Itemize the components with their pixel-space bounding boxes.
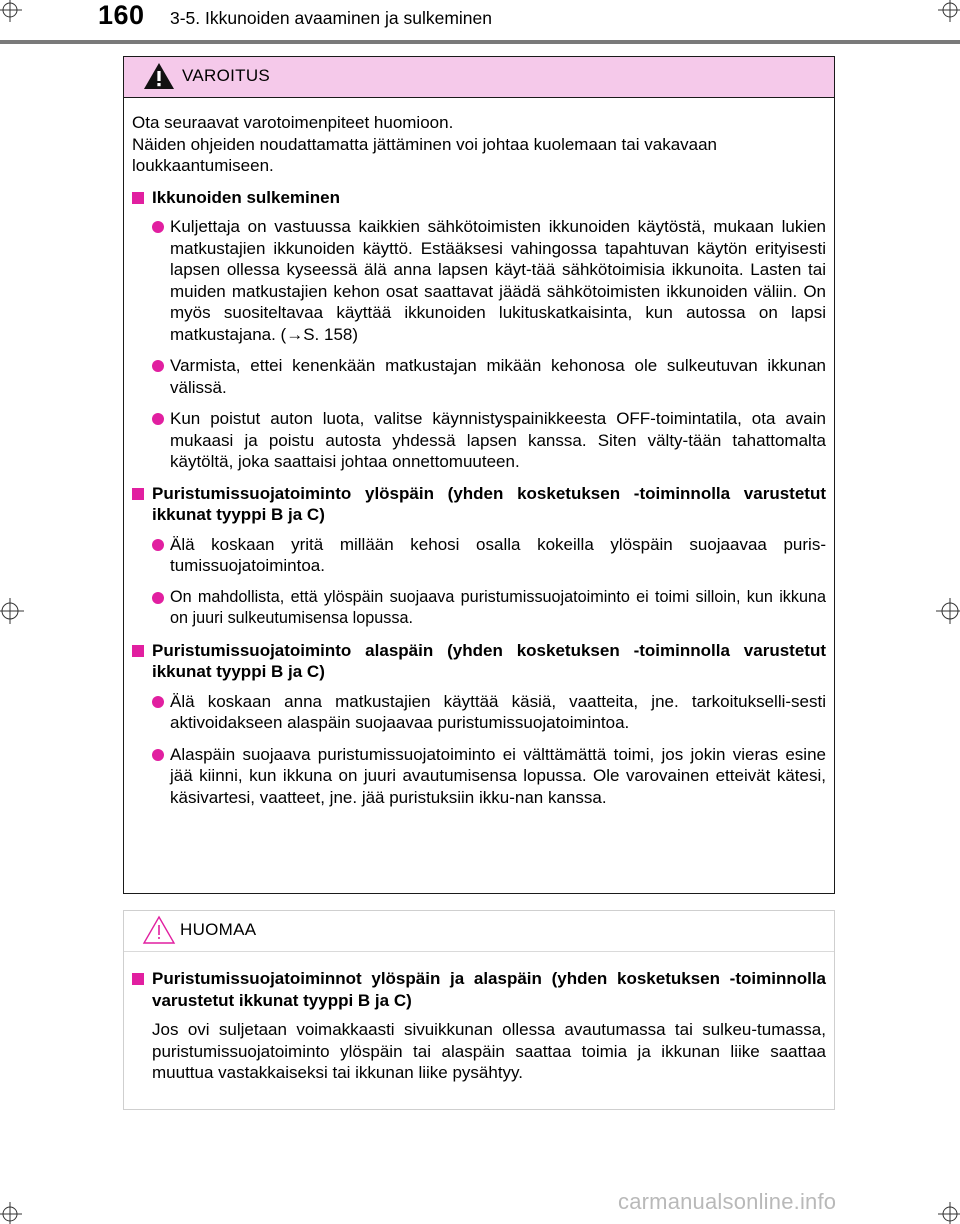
notice-heading: Puristumissuojatoiminnot ylöspäin ja alaspäin (yhden kosketuksen -toiminnolla varustetut ikkunat tyyppi B ja C): [132, 968, 826, 1011]
crop-mark-bottom-left: [0, 1200, 26, 1224]
notice-text: Jos ovi suljetaan voimakkaasti sivuikkunan ollessa avautumassa tai sulkeu-tumassa, puristumissuojatoiminto ylöspäin tai alaspäin saattaa toimia ja ikkunan liike saattaa muuttua vastakkaiseksi tai ikkunan liike pysähtyy.: [152, 1020, 826, 1082]
dot-bullet-icon: [152, 749, 164, 761]
dot-bullet-icon: [152, 592, 164, 604]
warning-intro: [132, 112, 826, 177]
notice-box: [123, 910, 835, 1110]
section-title: 3-5. Ikkunoiden avaaminen ja sulkeminen: [170, 8, 492, 28]
page-number: 160: [98, 0, 145, 30]
notice-body: [124, 952, 834, 1084]
warning-section: [132, 640, 826, 809]
watermark: carmanualsonline.info: [618, 1189, 837, 1214]
section-heading: Puristumissuojatoiminto alaspäin (yhden kosketuksen -toiminnolla varustetut ikkunat tyyppi B ja C): [132, 640, 826, 683]
list-item: On mahdollista, että ylöspäin suojaava puristumissuojatoiminto ei toimi silloin, kun ikkuna on juuri sulkeutumisensa lopussa.: [132, 587, 826, 630]
caution-triangle-icon: [142, 915, 176, 950]
warning-triangle-icon: [142, 61, 176, 96]
list-item: Älä koskaan yritä millään kehosi osalla kokeilla ylöspäin suojaavaa puris-tumissuojatoimintoa.: [132, 534, 826, 577]
dot-bullet-icon: [152, 539, 164, 551]
section-heading: Puristumissuojatoiminto ylöspäin (yhden kosketuksen -toiminnolla varustetut ikkunat tyyppi B ja C): [132, 483, 826, 526]
list-item: Älä koskaan anna matkustajien käyttää käsiä, vaatteita, jne. tarkoitukselli-sesti aktivoidakseen alaspäin suojaavaa puristumissuojatoimintoa.: [132, 691, 826, 734]
warning-body: [124, 98, 834, 808]
section-heading: Ikkunoiden sulkeminen: [132, 187, 826, 209]
warning-box: [123, 56, 835, 894]
warning-intro-line1: Ota seuraavat varotoimenpiteet huomioon.: [132, 113, 454, 132]
list-item: Kun poistut auton luota, valitse käynnistyspainikkeesta OFF-toimintatila, ota avain mukaasi ja poistu autosta yhdessä lapsen kanssa. Siten välty-tään tahattomalta käytöltä, joka saattaisi johtaa onnettomuuteen.: [132, 408, 826, 473]
crop-mark-mid-left: [0, 598, 26, 624]
dot-bullet-icon: [152, 413, 164, 425]
crop-mark-bottom-right: [936, 1200, 960, 1224]
dot-bullet-icon: [152, 221, 164, 233]
header-rule: [0, 40, 960, 44]
dot-bullet-icon: [152, 360, 164, 372]
warning-section: [132, 483, 826, 630]
list-item: Varmista, ettei kenenkään matkustajan mikään kehonosa ole sulkeutuvan ikkunan välissä.: [132, 355, 826, 398]
warning-title: VAROITUS: [182, 66, 271, 85]
crop-mark-mid-right: [934, 598, 960, 624]
square-bullet-icon: [132, 488, 144, 500]
page-header: [0, 0, 960, 44]
square-bullet-icon: [132, 192, 144, 204]
square-bullet-icon: [132, 645, 144, 657]
notice-title: HUOMAA: [180, 920, 257, 939]
warning-section: [132, 187, 826, 473]
square-bullet-icon: [132, 973, 144, 985]
list-item: Kuljettaja on vastuussa kaikkien sähkötoimisten ikkunoiden käytöstä, mukaan lukien matkustajien ikkunoiden käyttö. Estääksesi vahingossa tapahtuvan käytön erityisesti lapsen ollessa kyseessä älä anna lapsen käyt-tää sähkötoimisia ikkunoita. Lasten tai muiden matkustajien kehon osat saattavat jäädä sähkötoimisten ikkunoiden väliin. On myös suositeltavaa käyttää ikkunoiden lukituskatkaisinta, kun autossa on lapsi matkustajana. (→S. 158): [132, 216, 826, 345]
list-item: Alaspäin suojaava puristumissuojatoiminto ei välttämättä toimi, jos jokin vieras esine jää kiinni, kun ikkuna on juuri avautumisensa lopussa. Ole varovainen etteivät kätesi, käsivartesi, vaatteet, jne. jää puristuksiin ikku-nan kanssa.: [132, 744, 826, 809]
warning-box-header: [124, 57, 834, 98]
warning-intro-line2: Näiden ohjeiden noudattamatta jättäminen voi johtaa kuolemaan tai vakavaan loukkaantumiseen.: [132, 134, 718, 175]
notice-box-header: [124, 911, 834, 952]
dot-bullet-icon: [152, 696, 164, 708]
